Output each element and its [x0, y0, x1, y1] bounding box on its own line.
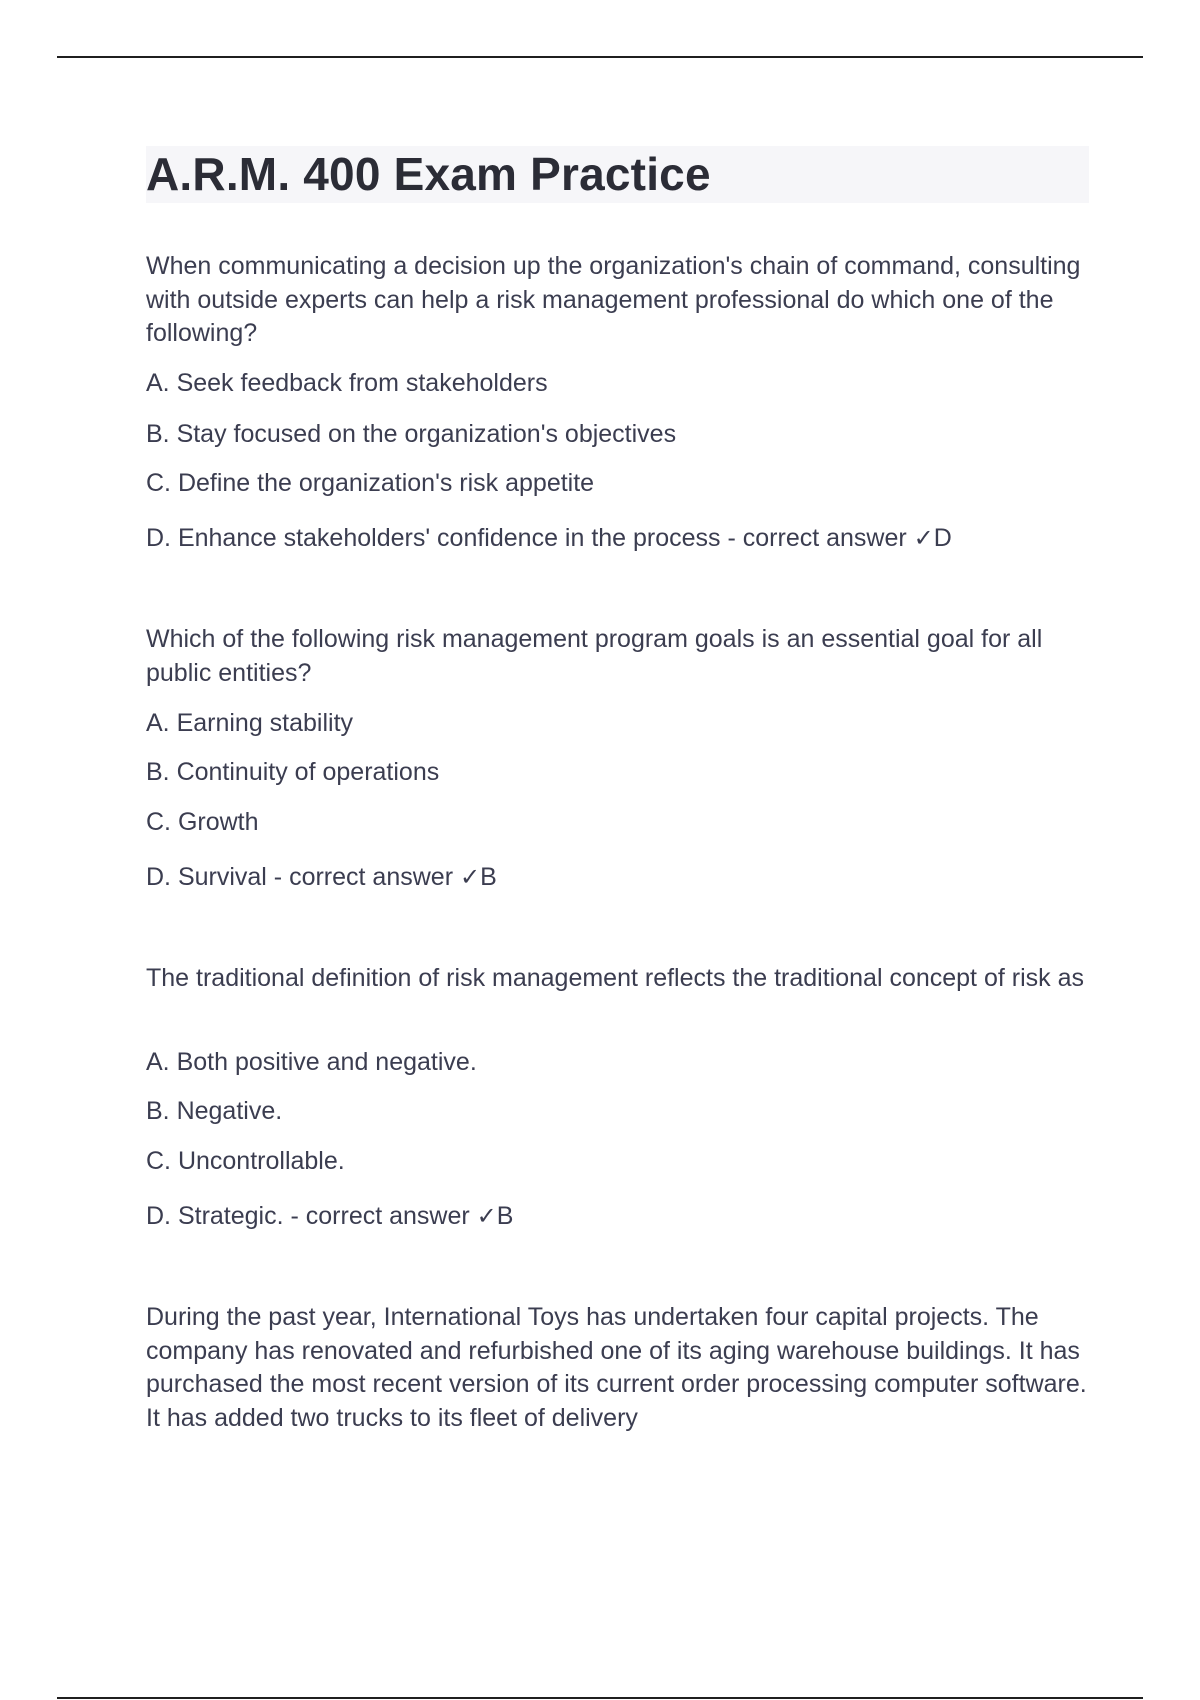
question-3-option-d-text: D. Strategic. - correct answer: [146, 1202, 477, 1230]
check-icon: ✓: [459, 863, 481, 891]
question-3-option-a: A. Both positive and negative.: [146, 1048, 477, 1076]
question-1-option-b: B. Stay focused on the organization's objectives: [146, 420, 677, 448]
question-1-answer-letter: D: [933, 524, 952, 552]
question-4-text: During the past year, International Toys has undertaken four capital projects. The company has renovated and refurbished one of its aging warehouse buildings. It has purchased the most recent version of its current order processing computer software. It has added two trucks to its fleet of delivery: [146, 1303, 1087, 1432]
question-2-option-d: [146, 861, 497, 894]
question-3-text: The traditional definition of risk management reflects the traditional concept of risk as: [146, 964, 1084, 992]
check-icon: ✓: [476, 1202, 497, 1230]
question-1-option-a: A. Seek feedback from stakeholders: [146, 369, 548, 397]
bottom-divider: [57, 1697, 1143, 1699]
question-3-option-c: C. Uncontrollable.: [146, 1147, 345, 1175]
question-2-option-c: C. Growth: [146, 808, 259, 836]
question-2-option-b: B. Continuity of operations: [146, 758, 440, 786]
question-1-text: When communicating a decision up the organization's chain of command, consulting with outside experts can help a risk management professional do which one of the following?: [146, 252, 1081, 347]
page-title: A.R.M. 400 Exam Practice: [146, 148, 711, 200]
question-2-option-a: A. Earning stability: [146, 709, 354, 737]
question-1-option-d-text: D. Enhance stakeholders' confidence in the process - correct answer: [146, 524, 914, 552]
question-2-option-d-text: D. Survival - correct answer: [146, 863, 460, 891]
question-3-answer-letter: B: [496, 1202, 514, 1230]
question-2-answer-letter: B: [480, 863, 497, 891]
top-divider: [57, 56, 1143, 58]
check-icon: ✓: [913, 524, 934, 552]
question-3-option-b: B. Negative.: [146, 1097, 283, 1125]
question-2-text: Which of the following risk management program goals is an essential goal for all public entities?: [146, 625, 1043, 687]
question-3-option-d: [146, 1200, 513, 1233]
question-1-option-d: [146, 522, 952, 555]
question-1-option-c: C. Define the organization's risk appetite: [146, 469, 595, 497]
